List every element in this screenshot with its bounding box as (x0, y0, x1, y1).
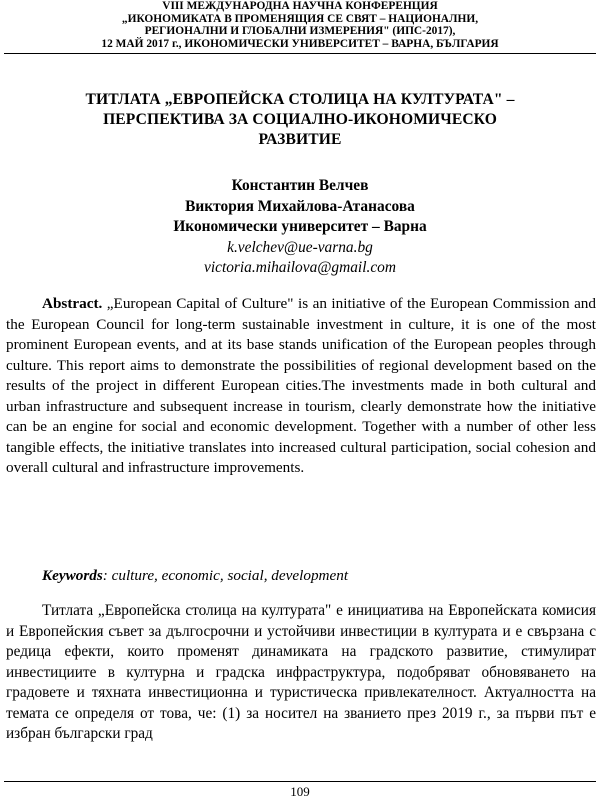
abstract-label: Abstract. (42, 295, 103, 312)
body-paragraph: Титлата „Европейска столица на културата" е инициатива на Европейската комисия и Европейския съвет за дългосрочни и устойчиви инвестиции в културата и е свързана с редица ефекти, които променят динамиката на градското развитие, стимулират инвестициите в културна и градска инфраструктура, подобряват обновяването на градовете и тяхната инвестиционна и туристическа привлекателност. Актуалността на темата се определя от това, че: (1) за носител на званието през 2019 г., за първи път е избран български град (6, 602, 596, 742)
conference-header-line: „ИКОНОМИКАТА В ПРОМЕНЯЩИЯ СЕ СВЯТ – НАЦИОНАЛНИ, (121, 12, 479, 25)
page-number: 109 (290, 784, 310, 799)
conference-header (0, 0, 600, 50)
header-rule (4, 53, 596, 54)
title-line: ПЕРСПЕКТИВА ЗА СОЦИАЛНО-ИКОНОМИЧЕСКО (103, 111, 497, 128)
abstract (6, 294, 596, 479)
abstract-text: „European Capital of Culture" is an initiative of the European Commission and the European Council for long-term sustainable investment in culture, it is one of the most prominent European events, and at its base stands unification of the European peoples through culture. This report aims to demonstrate the possibilities of regional development based on the results of the project in different European cities.The investments made in both cultural and urban infrastructure and subsequent increase in tourism, clearly demonstrate how the initiative can be an engine for social and economic development. Together with a number of other less tangible effects, the initiative translates into increased cultural participation, social cohesion and overall cultural and infrastructure improvements. (6, 295, 596, 476)
keywords-text: : culture, economic, social, development (102, 567, 349, 584)
conference-header-line: РЕГИОНАЛНИ И ГЛОБАЛНИ ИЗМЕРЕНИЯ" (ИПС-2017), (144, 25, 456, 37)
author-name: Виктория Михайлова-Атанасова (185, 197, 415, 215)
author-name: Константин Велчев (231, 177, 369, 194)
conference-header-line: VIII МЕЖДУНАРОДНА НАУЧНА КОНФЕРЕНЦИЯ (162, 0, 438, 12)
author-email: k.velchev@ue-varna.bg (227, 238, 373, 256)
title-line: ТИТЛАТА „ЕВРОПЕЙСКА СТОЛИЦА НА КУЛТУРАТА" – (85, 91, 515, 108)
conference-header-line: 12 МАЙ 2017 г., ИКОНОМИЧЕСКИ УНИВЕРСИТЕТ – ВАРНА, БЪЛГАРИЯ (101, 37, 499, 50)
footer-rule (4, 781, 596, 782)
author-block (0, 176, 600, 279)
paper-title (0, 90, 600, 150)
title-line: РАЗВИТИЕ (258, 131, 342, 148)
author-email: victoria.mihailova@gmail.com (204, 259, 396, 276)
keywords-label: Keywords (42, 567, 103, 584)
affiliation: Икономически университет – Варна (173, 218, 427, 235)
keywords (42, 566, 596, 586)
